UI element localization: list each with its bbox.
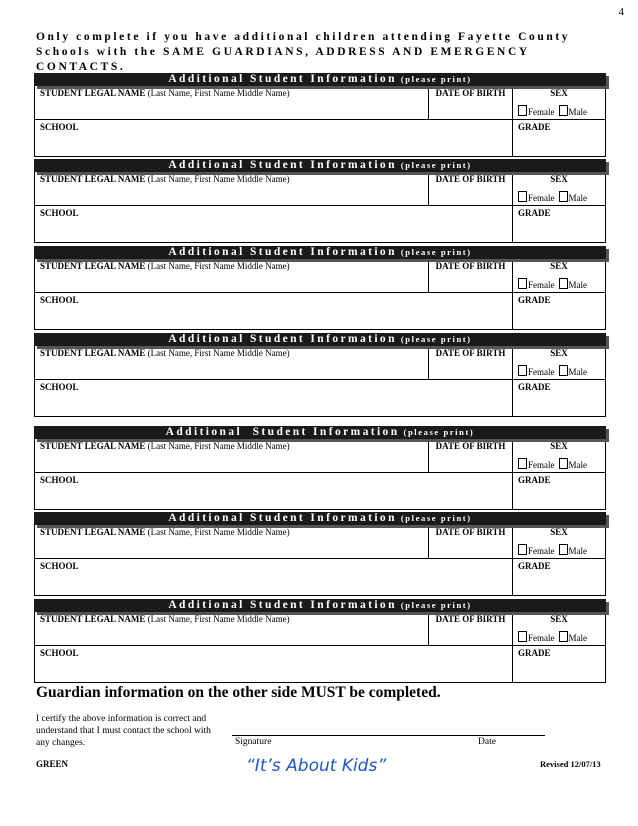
female-checkbox[interactable] [518, 278, 527, 289]
signature-line[interactable] [232, 735, 545, 736]
grade-field[interactable] [513, 646, 605, 682]
grade-label: GRADE [518, 295, 551, 305]
name-label-hint: (Last Name, First Name Middle Name) [145, 441, 290, 451]
name-label: STUDENT LEGAL NAME [40, 527, 146, 537]
sex-field [513, 525, 605, 558]
name-label: STUDENT LEGAL NAME [40, 88, 146, 98]
school-field[interactable] [35, 293, 513, 329]
school-field[interactable] [35, 559, 513, 595]
grade-field[interactable] [513, 293, 605, 329]
sex-label: SEX [550, 174, 568, 184]
female-checkbox[interactable] [518, 544, 527, 555]
female-checkbox[interactable] [518, 631, 527, 642]
student-name-field[interactable] [35, 525, 429, 558]
print-note: (please print) [400, 513, 472, 523]
male-label: Male [568, 546, 587, 556]
grade-field[interactable] [513, 559, 605, 595]
grade-label: GRADE [518, 475, 551, 485]
sex-field [513, 439, 605, 472]
print-note: (please print) [400, 600, 472, 610]
date-of-birth-field[interactable] [429, 439, 513, 472]
sex-label: SEX [550, 527, 568, 537]
student-name-field[interactable] [35, 612, 429, 645]
page-number: 4 [618, 6, 624, 18]
male-checkbox[interactable] [559, 105, 568, 116]
male-checkbox[interactable] [559, 191, 568, 202]
date-label: Date [478, 737, 496, 747]
female-label: Female [528, 546, 555, 556]
name-label: STUDENT LEGAL NAME [40, 348, 146, 358]
date-of-birth-field[interactable] [429, 172, 513, 205]
student-block-7 [34, 599, 606, 683]
dob-label: DATE OF BIRTH [435, 261, 506, 271]
sex-label: SEX [550, 441, 568, 451]
section-bar [34, 599, 606, 612]
female-checkbox[interactable] [518, 458, 527, 469]
school-label: SCHOOL [40, 648, 79, 658]
student-block-5 [34, 426, 606, 510]
student-name-field[interactable] [35, 259, 429, 292]
male-label: Male [568, 460, 587, 470]
section-title: Additional Student Information [168, 333, 397, 345]
name-label-hint: (Last Name, First Name Middle Name) [145, 88, 290, 98]
school-field[interactable] [35, 646, 513, 682]
grade-field[interactable] [513, 380, 605, 416]
school-field[interactable] [35, 473, 513, 509]
slogan: “It’s About Kids” [246, 756, 387, 776]
female-label: Female [528, 107, 555, 117]
section-title: Additional Student Information [168, 246, 397, 258]
student-name-field[interactable] [35, 172, 429, 205]
sex-label: SEX [550, 88, 568, 98]
school-label: SCHOOL [40, 295, 79, 305]
dob-label: DATE OF BIRTH [435, 174, 506, 184]
name-label-hint: (Last Name, First Name Middle Name) [145, 261, 290, 271]
dob-label: DATE OF BIRTH [435, 441, 506, 451]
female-label: Female [528, 280, 555, 290]
grade-label: GRADE [518, 208, 551, 218]
student-block-4 [34, 333, 606, 417]
sex-field [513, 612, 605, 645]
section-bar [34, 73, 606, 86]
male-label: Male [568, 633, 587, 643]
grade-label: GRADE [518, 122, 551, 132]
male-label: Male [568, 107, 587, 117]
female-checkbox[interactable] [518, 191, 527, 202]
dob-label: DATE OF BIRTH [435, 348, 506, 358]
grade-label: GRADE [518, 382, 551, 392]
sex-field [513, 259, 605, 292]
section-bar [34, 159, 606, 172]
revision-date: Revised 12/07/13 [540, 759, 601, 769]
name-label: STUDENT LEGAL NAME [40, 441, 146, 451]
signature-label: Signature [235, 737, 272, 747]
section-title: Additional Student Information [168, 159, 397, 171]
sex-field [513, 172, 605, 205]
school-field[interactable] [35, 206, 513, 242]
sex-label: SEX [550, 261, 568, 271]
male-checkbox[interactable] [559, 458, 568, 469]
section-title: Additional Student Information [168, 599, 397, 611]
section-title: Additional Student Information [165, 426, 400, 438]
female-checkbox[interactable] [518, 365, 527, 376]
school-label: SCHOOL [40, 122, 79, 132]
sex-label: SEX [550, 614, 568, 624]
sex-field [513, 346, 605, 379]
dob-label: DATE OF BIRTH [435, 88, 506, 98]
date-of-birth-field[interactable] [429, 346, 513, 379]
certification-text: I certify the above information is correct and understand that I must contact the school with any changes. [36, 714, 211, 748]
student-block-3 [34, 246, 606, 330]
school-field[interactable] [35, 380, 513, 416]
grade-field[interactable] [513, 473, 605, 509]
grade-label: GRADE [518, 561, 551, 571]
grade-field[interactable] [513, 206, 605, 242]
dob-label: DATE OF BIRTH [435, 614, 506, 624]
male-checkbox[interactable] [559, 365, 568, 376]
date-of-birth-field[interactable] [429, 259, 513, 292]
section-bar [34, 246, 606, 259]
name-label-hint: (Last Name, First Name Middle Name) [145, 174, 290, 184]
section-bar [34, 512, 606, 525]
student-block-1 [34, 73, 606, 157]
page-heading: Only complete if you have additional children attending Fayette County Schools with the SAME GUARDIANS, ADDRESS AND EMERGENCY CONTACTS. [36, 31, 571, 73]
name-label: STUDENT LEGAL NAME [40, 174, 146, 184]
sex-label: SEX [550, 348, 568, 358]
name-label-hint: (Last Name, First Name Middle Name) [145, 348, 290, 358]
school-label: SCHOOL [40, 475, 79, 485]
print-note: (please print) [403, 427, 475, 437]
male-label: Male [568, 280, 587, 290]
school-label: SCHOOL [40, 382, 79, 392]
name-label: STUDENT LEGAL NAME [40, 261, 146, 271]
school-field[interactable] [35, 120, 513, 156]
school-label: SCHOOL [40, 561, 79, 571]
female-label: Female [528, 633, 555, 643]
dob-label: DATE OF BIRTH [435, 527, 506, 537]
male-label: Male [568, 367, 587, 377]
sex-field [513, 86, 605, 119]
student-name-field[interactable] [35, 86, 429, 119]
male-checkbox[interactable] [559, 631, 568, 642]
form-color-label: GREEN [36, 759, 69, 769]
school-label: SCHOOL [40, 208, 79, 218]
grade-field[interactable] [513, 120, 605, 156]
print-note: (please print) [400, 74, 472, 84]
male-checkbox[interactable] [559, 278, 568, 289]
male-checkbox[interactable] [559, 544, 568, 555]
date-of-birth-field[interactable] [429, 525, 513, 558]
name-label-hint: (Last Name, First Name Middle Name) [145, 614, 290, 624]
female-label: Female [528, 460, 555, 470]
section-bar [34, 426, 606, 439]
student-block-6 [34, 512, 606, 596]
guardian-notice: Guardian information on the other side MUST be completed. [36, 684, 441, 701]
section-bar [34, 333, 606, 346]
student-name-field[interactable] [35, 439, 429, 472]
name-label: STUDENT LEGAL NAME [40, 614, 146, 624]
section-title: Additional Student Information [168, 73, 397, 85]
female-checkbox[interactable] [518, 105, 527, 116]
name-label-hint: (Last Name, First Name Middle Name) [145, 527, 290, 537]
section-title: Additional Student Information [168, 512, 397, 524]
print-note: (please print) [400, 160, 472, 170]
student-name-field[interactable] [35, 346, 429, 379]
male-label: Male [568, 193, 587, 203]
female-label: Female [528, 193, 555, 203]
student-block-2 [34, 159, 606, 243]
print-note: (please print) [400, 334, 472, 344]
grade-label: GRADE [518, 648, 551, 658]
date-of-birth-field[interactable] [429, 86, 513, 119]
female-label: Female [528, 367, 555, 377]
print-note: (please print) [400, 247, 472, 257]
date-of-birth-field[interactable] [429, 612, 513, 645]
